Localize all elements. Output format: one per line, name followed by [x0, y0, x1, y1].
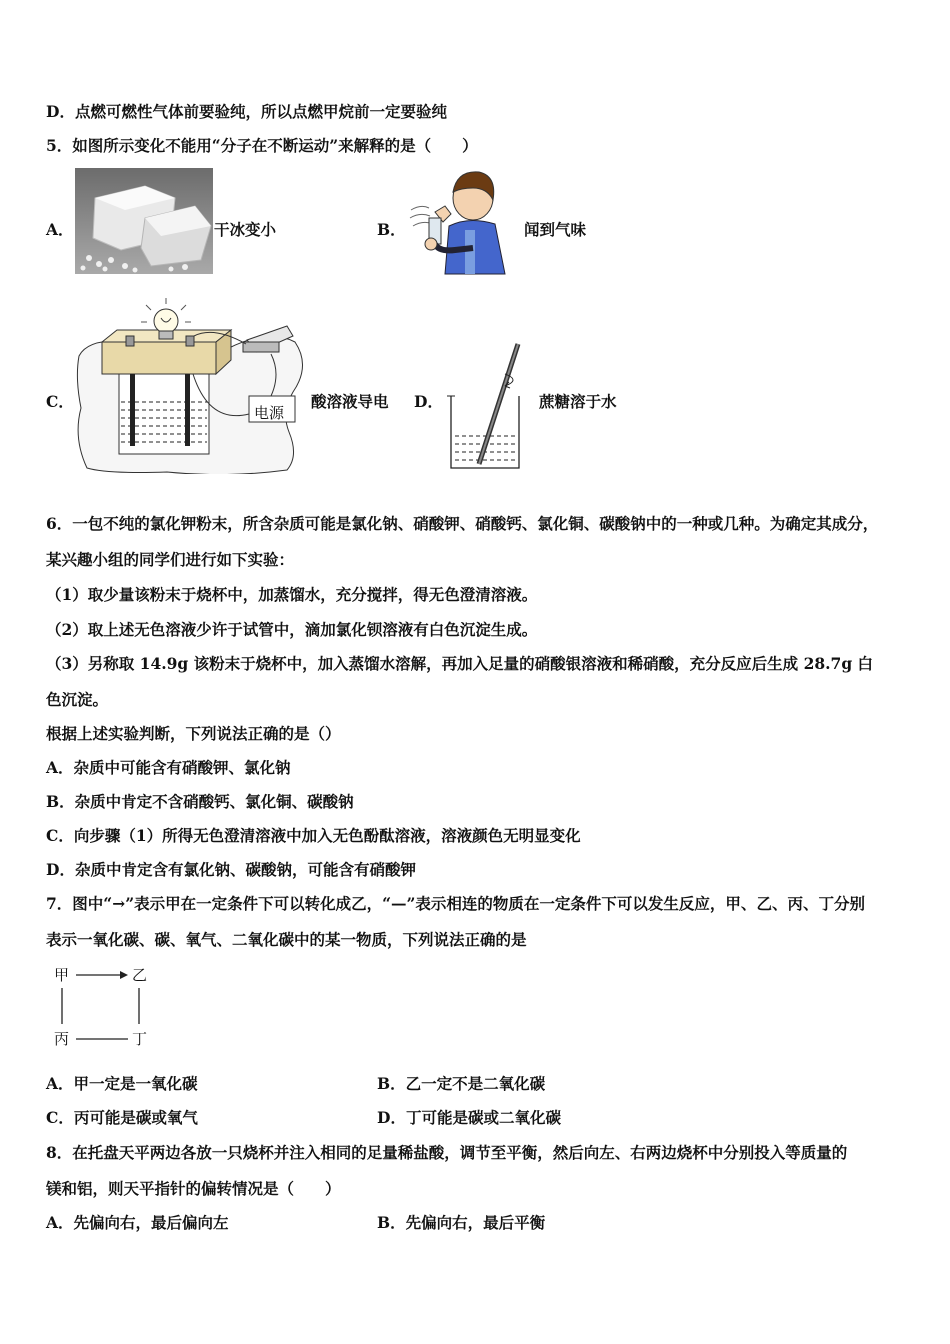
q5-option-b-letter: B．: [377, 220, 406, 239]
q6-question: 根据上述实验判断，下列说法正确的是（）: [46, 724, 341, 743]
diagram-node-bing: 丙: [54, 1030, 70, 1048]
conductivity-apparatus-image: [75, 296, 307, 474]
diagram-node-ding: 丁: [132, 1030, 148, 1048]
q5-option-d-letter: D．: [414, 392, 443, 411]
q7-stem-line1: 7．图中“→”表示甲在一定条件下可以转化成乙，“—”表示相连的物质在一定条件下可以发生反应，甲、乙、丙、丁分别: [46, 894, 865, 913]
q6-option-d: D．杂质中肯定含有氯化钠、碳酸钠，可能含有硝酸钾: [46, 860, 416, 879]
q7-option-a: A．甲一定是一氧化碳: [46, 1074, 198, 1093]
q6-step3-line1: （3）另称取 14.9g 该粉末于烧杯中，加入蒸馏水溶解，再加入足量的硝酸银溶液和稀硝酸，充分反应后生成 28.7g 白: [46, 654, 874, 673]
q6-stem-line1: 6．一包不纯的氯化钾粉末，所含杂质可能是氯化钠、硝酸钾、硝酸钙、氯化铜、碳酸钠中的一种或几种。为确定其成分，: [46, 514, 879, 533]
q8-stem-line2: 镁和铝，则天平指针的偏转情况是（ ）: [46, 1179, 341, 1198]
q8-stem-line1: 8．在托盘天平两边各放一只烧杯并注入相同的足量稀盐酸，调节至平衡，然后向左、右两边烧杯中分别投入等质量的: [46, 1143, 848, 1162]
q8-option-b: B．先偏向右，最后平衡: [377, 1213, 546, 1232]
q6-option-b: B．杂质中肯定不含硝酸钙、氯化铜、碳酸钠: [46, 792, 354, 811]
q5-option-c-letter: C．: [46, 392, 74, 411]
q7-option-d: D．丁可能是碳或二氧化碳: [377, 1108, 561, 1127]
q7-stem-line2: 表示一氧化碳、碳、氧气、二氧化碳中的某一物质，下列说法正确的是: [46, 930, 527, 949]
q5-option-a-caption: 干冰变小: [214, 220, 277, 239]
arrowhead-icon: [120, 971, 128, 979]
q7-option-b: B．乙一定不是二氧化碳: [377, 1074, 546, 1093]
q6-step2: （2）取上述无色溶液少许于试管中，滴加氯化钡溶液有白色沉淀生成。: [46, 620, 538, 639]
sugar-beaker-image: [445, 340, 527, 474]
q6-step1: （1）取少量该粉末于烧杯中，加蒸馏水，充分搅拌，得无色澄清溶液。: [46, 585, 538, 604]
q8-option-a: A．先偏向右，最后偏向左: [46, 1213, 229, 1232]
power-source-label: 电源: [254, 404, 285, 422]
q7-option-c: C．丙可能是碳或氧气: [46, 1108, 198, 1127]
q5-option-d-caption: 蔗糖溶于水: [539, 392, 617, 411]
q5-stem: 5．如图所示变化不能用“分子在不断运动”来解释的是（ ）: [46, 136, 478, 155]
diagram-connectors: [52, 966, 152, 1050]
q5-option-b-caption: 闻到气味: [524, 220, 587, 239]
q6-option-c: C．向步骤（1）所得无色澄清溶液中加入无色酚酞溶液，溶液颜色无明显变化: [46, 826, 581, 845]
q5-option-a-letter: A．: [46, 220, 74, 239]
q5-option-c-caption: 酸溶液导电: [311, 392, 389, 411]
diagram-node-yi: 乙: [132, 966, 148, 984]
q7-relation-diagram: [52, 966, 152, 1050]
q4-option-d: D．点燃可燃性气体前要验纯，所以点燃甲烷前一定要验纯: [46, 102, 447, 121]
dry-ice-image: [75, 168, 213, 274]
q6-stem-line2: 某兴趣小组的同学们进行如下实验：: [46, 550, 295, 569]
q6-step3-line2: 色沉淀。: [46, 690, 109, 709]
diagram-node-jia: 甲: [54, 966, 70, 984]
boy-smelling-image: [405, 168, 520, 276]
q6-option-a: A．杂质中可能含有硝酸钾、氯化钠: [46, 758, 291, 777]
